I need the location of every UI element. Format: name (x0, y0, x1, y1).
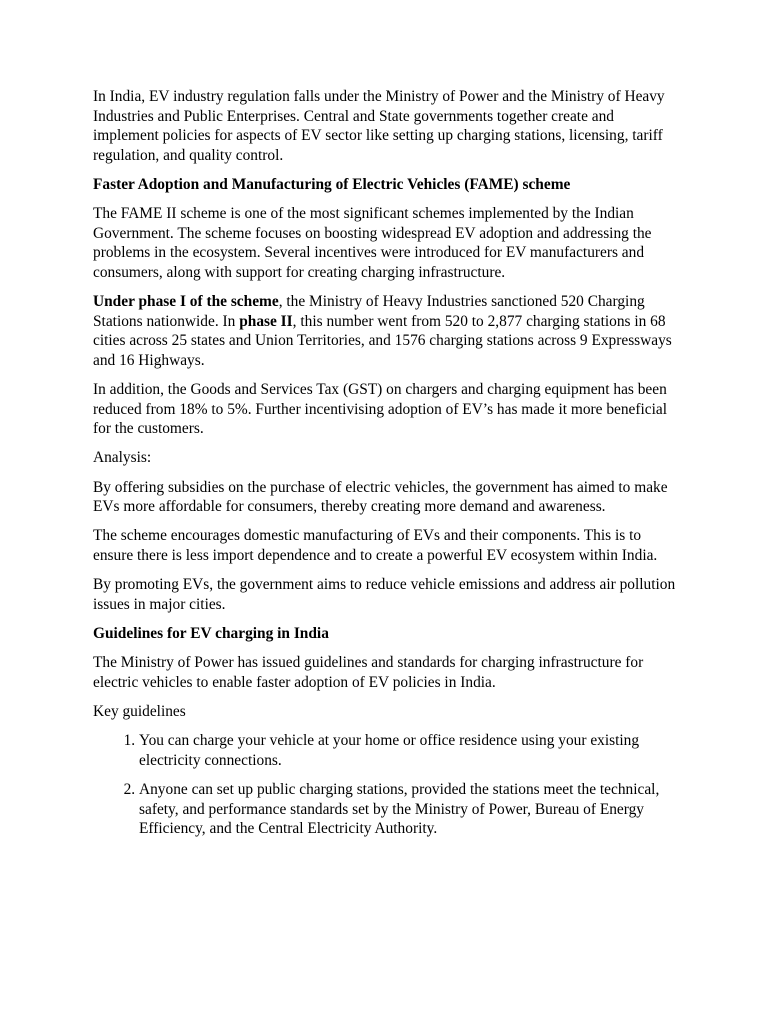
list-item: 2. Anyone can set up public charging stations, provided the stations meet the technical, safety, and performance standards set by the Ministry of Power, Bureau of Energy Efficiency, and the Central Electricity Authority. (139, 780, 679, 839)
phase-paragraph (93, 292, 679, 370)
key-guidelines-list (93, 731, 679, 839)
gst-paragraph: In addition, the Goods and Services Tax (GST) on chargers and charging equipment has been reduced from 18% to 5%. Further incentivising adoption of EV’s has made it more beneficial for the customers. (93, 381, 667, 438)
phase-text-1: , the Ministry of Heavy Industries sanctioned 520 Charging Stations nationwide. In (93, 293, 645, 330)
guidelines-heading: Guidelines for EV charging in India (93, 625, 329, 642)
analysis-paragraph-1: By offering subsidies on the purchase of electric vehicles, the government has aimed to make EVs more affordable for consumers, thereby creating more demand and awareness. (93, 478, 668, 516)
phase-text-2: , this number went from 520 to 2,877 charging stations in 68 cities across 25 states and Union Territories, and 1576 charging stations across 9 Expressways and 16 Highways. (93, 312, 672, 369)
list-item: 1. You can charge your vehicle at your home or office residence using your existing electricity connections. (139, 731, 679, 770)
intro-paragraph: In India, EV industry regulation falls under the Ministry of Power and the Ministry of Heavy Industries and Public Enterprises. Central and State governments together create and implement policies for aspects of EV sector like setting up charging stations, licensing, tariff regulation, and quality control. (93, 88, 665, 164)
fame-paragraph: The FAME II scheme is one of the most significant schemes implemented by the Indian Government. The scheme focuses on boosting widespread EV adoption and addressing the problems in the ecosystem. Several incentives were introduced for EV manufacturers and consumers, along with support for creating charging infrastructure. (93, 205, 652, 281)
phase-one-bold: Under phase I of the scheme (93, 293, 279, 311)
analysis-paragraph-2: The scheme encourages domestic manufacturing of EVs and their components. This is to ensure there is less import dependence and to create a powerful EV ecosystem within India. (93, 527, 658, 565)
fame-heading: Faster Adoption and Manufacturing of Electric Vehicles (FAME) scheme (93, 175, 571, 193)
analysis-paragraph-3: By promoting EVs, the government aims to reduce vehicle emissions and address air pollution issues in major cities. (93, 576, 676, 613)
key-guidelines-label: Key guidelines (93, 702, 186, 720)
document-page (93, 87, 679, 848)
guidelines-paragraph: The Ministry of Power has issued guidelines and standards for charging infrastructure for electric vehicles to enable faster adoption of EV policies in India. (93, 654, 644, 691)
phase-two-bold: phase II (239, 312, 293, 330)
analysis-label: Analysis: (93, 449, 152, 467)
